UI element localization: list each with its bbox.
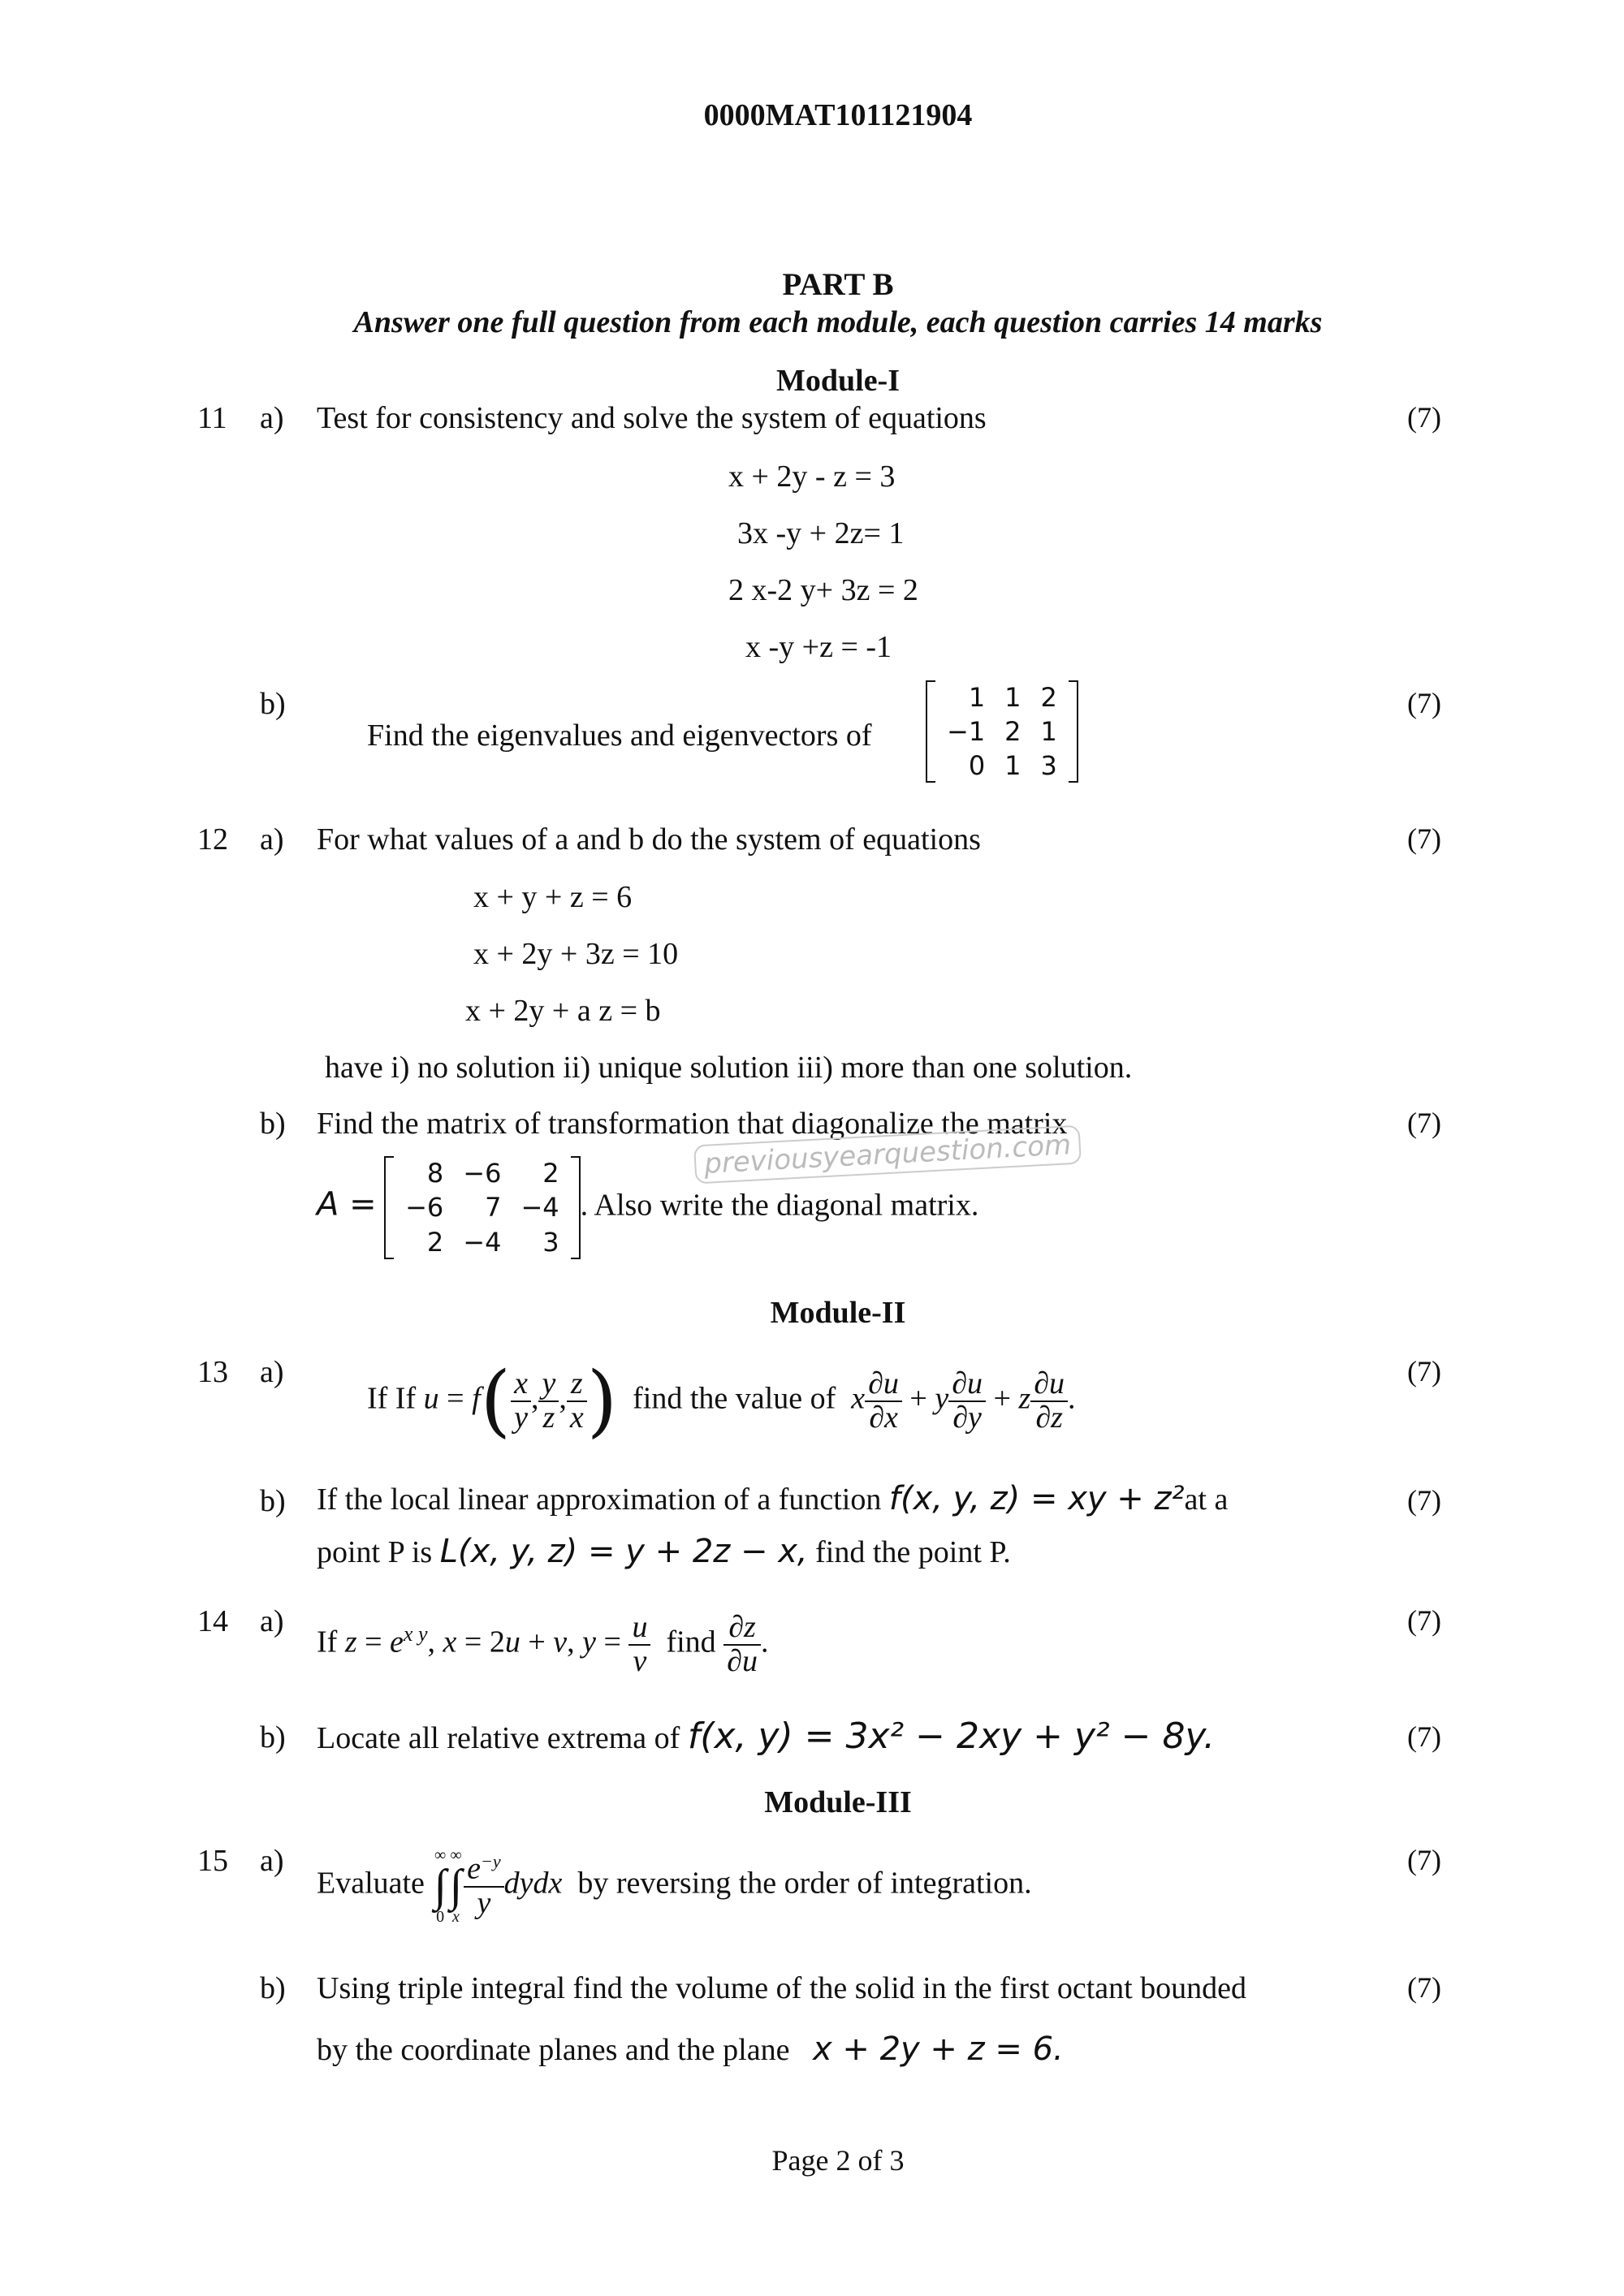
q15b-plane: x + 2y + z = 6. xyxy=(812,2031,1064,2068)
q14a-expression: If $z = e^{x y}$, x = 2u + v, y = $\frac{u}{v}$ find $\frac{\partial z}{\partial u}$ . xyxy=(317,1610,769,1678)
paper-code: 0000MAT101121904 xyxy=(703,98,973,132)
q11b-matrix: 1 1 2 −1 2 1 0 1 3 xyxy=(926,680,1078,783)
q15-number: 15 xyxy=(197,1844,228,1878)
q15b-line-1: Using triple integral find the volume of the solid in the first octant bounded xyxy=(317,1971,1247,2005)
q15b-line-2: by the coordinate planes and the plane x + 2y + z = 6. xyxy=(317,2031,1064,2068)
q14b-function: f(x, y) = 3x² − 2xy + y² − 8y. xyxy=(687,1716,1216,1757)
q13-number: 13 xyxy=(197,1355,228,1389)
instruction: Answer one full question from each module, each question carries 14 marks xyxy=(353,305,1323,339)
q11-equation-1: x + 2y - z = 3 xyxy=(728,460,896,494)
matrix-name: A = xyxy=(317,1185,377,1224)
q14b-label: b) xyxy=(260,1720,286,1754)
q12-equation-1: x + y + z = 6 xyxy=(473,880,633,914)
q15a-expression: Evaluate ∞ ∫ 0∞ ∫ x $\frac{e^{-y}}{y}$ dydx by reversing the order of integration. xyxy=(317,1846,1032,1926)
q13a-expression: If If u = f( $\frac{x}{y}$ , $\frac{y}{z}$ , $\frac{z}{x}$ ) find the value of x $\frac{\partial u}{\partial x}$ + y $\frac{\partial u}{\partial y}$ + z $\frac{\partial u}{\partial z}$ . xyxy=(367,1355,1076,1446)
q13a-lead: If If xyxy=(367,1381,417,1416)
q14a-label: a) xyxy=(260,1604,284,1638)
q12b-label: b) xyxy=(260,1107,286,1141)
q13a-marks: (7) xyxy=(1407,1355,1441,1388)
q11-number: 11 xyxy=(197,401,227,435)
q12-conditions: have i) no solution ii) unique solution iii) more than one solution. xyxy=(325,1051,1133,1085)
q12a-marks: (7) xyxy=(1407,822,1441,855)
q13b-marks: (7) xyxy=(1407,1484,1441,1517)
q13b-line-1: If the local linear approximation of a function f(x, y, z) = xy + z²at a xyxy=(317,1480,1229,1517)
q13b-label: b) xyxy=(260,1484,286,1518)
q12a-label: a) xyxy=(260,822,284,857)
q11b-label: b) xyxy=(260,687,286,721)
q12b-text: Find the matrix of transformation that diagonalize the matrix xyxy=(317,1107,1068,1141)
module-2-heading: Module-II xyxy=(770,1296,906,1330)
q14b-marks: (7) xyxy=(1407,1720,1441,1753)
q14-number: 14 xyxy=(197,1604,228,1638)
q13b-line-2: point P is L(x, y, z) = y + 2z − x, find the point P. xyxy=(317,1533,1011,1570)
q11-equation-3: 2 x-2 y+ 3z = 2 xyxy=(728,573,918,607)
q12b-tail: . Also write the diagonal matrix. xyxy=(580,1188,979,1223)
page-number: Page 2 of 3 xyxy=(771,2144,905,2177)
q14b-text: Locate all relative extrema of f(x, y) = 3x² − 2xy + y² − 8y. xyxy=(317,1716,1216,1757)
q11a-marks: (7) xyxy=(1407,401,1441,434)
q11b-marks: (7) xyxy=(1407,687,1441,719)
q12b-marks: (7) xyxy=(1407,1107,1441,1139)
q12-equation-3: x + 2y + a z = b xyxy=(465,994,661,1028)
q12a-text: For what values of a and b do the system of equations xyxy=(317,822,981,857)
q15a-label: a) xyxy=(260,1844,284,1878)
module-1-heading: Module-I xyxy=(776,364,900,398)
q13b-linearization: L(x, y, z) = y + 2z − x, xyxy=(439,1533,808,1570)
part-title: PART B xyxy=(782,267,894,302)
q12-number: 12 xyxy=(197,822,228,857)
q11-equation-4: x -y +z = -1 xyxy=(745,630,892,664)
q12b-matrix: 8 −6 2 −6 7 −4 2 −4 3 xyxy=(384,1156,581,1259)
q11a-text: Test for consistency and solve the system of equations xyxy=(317,401,987,435)
q11b-text: Find the eigenvalues and eigenvectors of xyxy=(367,719,872,753)
q15b-label: b) xyxy=(260,1971,286,2005)
q11-equation-2: 3x -y + 2z= 1 xyxy=(737,516,905,550)
q13a-mid: find the value of xyxy=(633,1381,836,1416)
q13a-label: a) xyxy=(260,1355,284,1389)
q14a-marks: (7) xyxy=(1407,1604,1441,1637)
q13b-function: f(x, y, z) = xy + z² xyxy=(888,1480,1185,1517)
q15a-marks: (7) xyxy=(1407,1844,1441,1876)
watermark: previousyearquestion.com xyxy=(693,1125,1082,1185)
q12-equation-2: x + 2y + 3z = 10 xyxy=(473,937,679,971)
module-3-heading: Module-III xyxy=(764,1785,912,1819)
q15b-marks: (7) xyxy=(1407,1971,1441,2004)
q11a-label: a) xyxy=(260,401,284,435)
